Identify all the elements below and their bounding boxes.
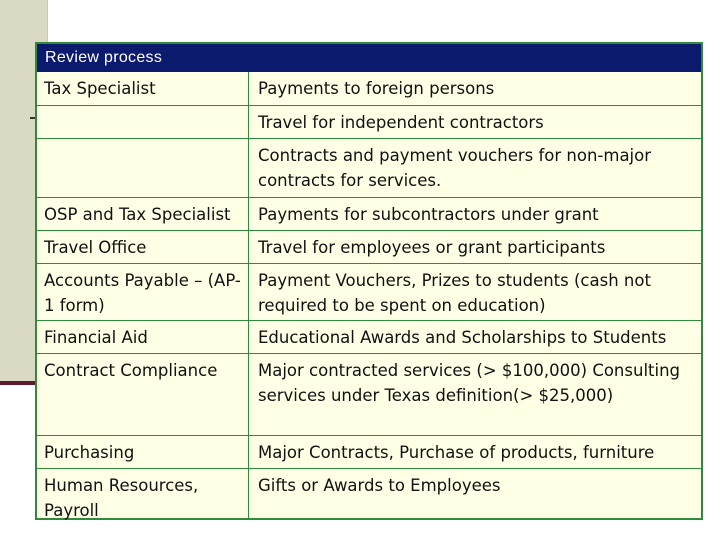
office-cell: Accounts Payable – (AP-1 form) xyxy=(37,264,249,320)
items-cell: Travel for independent contractors xyxy=(258,113,544,132)
office-cell: Travel Office xyxy=(37,231,249,263)
office-cell: Tax Specialist xyxy=(37,72,249,105)
table-row xyxy=(37,353,701,435)
items-cell: Educational Awards and Scholarships to Students xyxy=(258,328,667,347)
table-row xyxy=(37,263,701,320)
table-header: Review process xyxy=(37,44,701,72)
table-row xyxy=(37,468,701,518)
office-cell: OSP and Tax Specialist xyxy=(37,198,249,230)
table-row xyxy=(37,105,701,138)
table-row xyxy=(37,197,701,230)
office-cell xyxy=(37,139,249,197)
office-cell: Purchasing xyxy=(37,436,249,468)
items-cell: Payment Vouchers, Prizes to students (cash not required to be spent on education) xyxy=(258,271,651,315)
table-row xyxy=(37,435,701,468)
items-cell: Contracts and payment vouchers for non-major contracts for services. xyxy=(258,146,652,190)
table-row xyxy=(37,138,701,197)
table-row xyxy=(37,230,701,263)
items-cell: Gifts or Awards to Employees xyxy=(258,476,501,495)
items-cell: Payments to foreign persons xyxy=(258,79,495,98)
table-row xyxy=(37,320,701,353)
items-cell: Payments for subcontractors under grant xyxy=(258,205,599,224)
review-process-table xyxy=(35,42,703,520)
table-row xyxy=(37,72,701,105)
items-cell: Travel for employees or grant participants xyxy=(258,238,606,257)
items-cell: Major contracted services (> $100,000) Consulting services under Texas definition(> $25,000) xyxy=(258,361,681,405)
office-cell: Human Resources, Payroll xyxy=(37,469,249,518)
items-cell: Major Contracts, Purchase of products, furniture xyxy=(258,443,655,462)
office-cell: Contract Compliance xyxy=(37,354,249,435)
office-cell xyxy=(37,106,249,138)
office-cell: Financial Aid xyxy=(37,321,249,353)
